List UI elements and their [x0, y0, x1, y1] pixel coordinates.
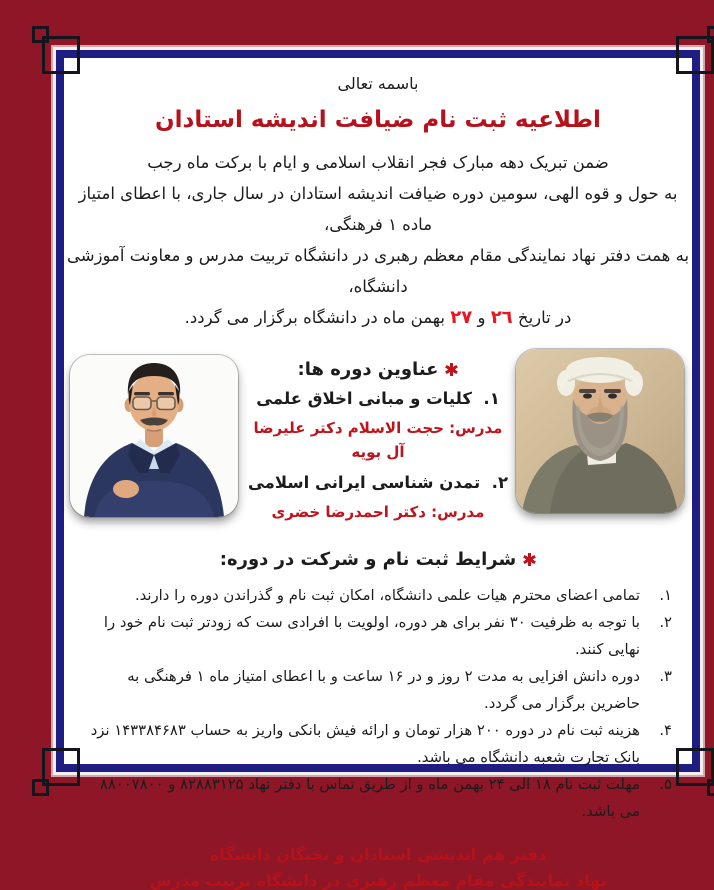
intro-line-1: ضمن تبریک دهه مبارک فجر انقلاب اسلامی و ایام با برکت ماه رجب — [147, 153, 609, 172]
condition-item — [78, 582, 674, 609]
poster-frame — [56, 50, 700, 890]
condition-text: با توجه به ظرفیت ۳۰ نفر برای هر دوره، اولویت با افرادی ست که زودتر ثبت نام خود را نهایی کنند. — [103, 614, 640, 658]
intro-paragraph — [64, 147, 692, 333]
cleric-illustration — [516, 349, 684, 513]
condition-number: ۴. — [659, 722, 672, 739]
course-number: ۱. — [483, 389, 500, 408]
condition-number: ۳. — [659, 668, 672, 685]
course-item-2 — [244, 470, 512, 496]
date-conjunction: و — [477, 308, 486, 327]
condition-number: ۱. — [659, 587, 672, 604]
course-instructor-2: مدرس: دکتر احمدرضا خضری — [271, 503, 485, 521]
portrait-cleric — [516, 349, 684, 513]
date-day-26: ۲٦ — [490, 307, 513, 328]
intro-line-2: به حول و قوه الهی، سومین دوره ضیافت اندیشه استادان در سال جاری، با اعطای امتیاز ماده ۱ فرهنگی، — [78, 184, 678, 234]
condition-item — [78, 609, 674, 663]
course-title: کلیات و مبانی اخلاق علمی — [256, 389, 472, 408]
courses-heading-label: عناوین دوره ها: — [297, 359, 439, 380]
middle-section — [64, 347, 692, 533]
footer-line-1: دفتر هم اندیشی استادان و نخبگان دانشگاه — [209, 845, 547, 864]
condition-text: هزینه ثبت نام در دوره ۲۰۰ هزار تومان و ارائه فیش بانکی واریز به حساب ۱۴۳۳۸۴۶۸۳ نزد بانک تجارت شعبه دانشگاه می باشد. — [90, 722, 640, 766]
date-suffix: بهمن ماه در دانشگاه برگزار می گردد. — [184, 308, 445, 327]
course-title: تمدن شناسی ایرانی اسلامی — [247, 473, 481, 492]
condition-item — [78, 717, 674, 771]
condition-text: تمامی اعضای محترم هیات علمی دانشگاه، امکان ثبت نام و گذراندن دوره را دارند. — [134, 587, 640, 604]
portrait-suit-man — [70, 355, 238, 517]
footer-line-2: نهاد نمایندگی مقام معظم رهبری در دانشگاه تربیت مدرس — [149, 871, 607, 890]
asterisk-icon — [445, 363, 458, 376]
intro-line-3: به همت دفتر نهاد نمایندگی مقام معظم رهبری در دانشگاه تربیت مدرس و معاونت آموزشی دانشگاه، — [66, 246, 690, 296]
event-date-line — [64, 302, 692, 333]
conditions-heading-label: شرایط ثبت نام و شرکت در دوره: — [219, 549, 517, 570]
asterisk-icon — [523, 553, 536, 566]
date-prefix: در تاریخ — [517, 308, 572, 327]
course-titles-block — [244, 359, 512, 524]
condition-text: مهلت ثبت نام ۱۸ الی ۲۴ بهمن ماه و از طریق تماس با دفتر نهاد ۸۲۸۸۳۱۲۵ و ۸۸۰۰۷۸۰۰ می باشد. — [99, 776, 640, 820]
suit-man-illustration — [70, 355, 238, 517]
bismillah-text: باسمه تعالی — [337, 74, 419, 93]
condition-number: ۵. — [659, 776, 672, 793]
condition-text: دوره دانش افزایی به مدت ۲ روز و در ۱۶ ساعت و با اعطای امتیاز ماه ۱ فرهنگی به حاضرین برگزار می گردد. — [127, 668, 640, 712]
courses-heading — [244, 359, 512, 380]
course-instructor-1: مدرس: حجت الاسلام دکتر علیرضا آل بویه — [253, 419, 503, 461]
poster-content — [64, 58, 692, 890]
date-day-27: ۲۷ — [450, 307, 473, 328]
poster-title: اطلاعیه ثبت نام ضیافت اندیشه استادان — [155, 107, 601, 133]
conditions-heading — [64, 549, 692, 570]
conditions-list — [78, 582, 674, 825]
condition-item — [78, 663, 674, 717]
course-number: ۲. — [491, 473, 509, 492]
condition-number: ۲. — [659, 614, 672, 631]
condition-item — [78, 771, 674, 825]
course-item-1 — [244, 386, 512, 412]
